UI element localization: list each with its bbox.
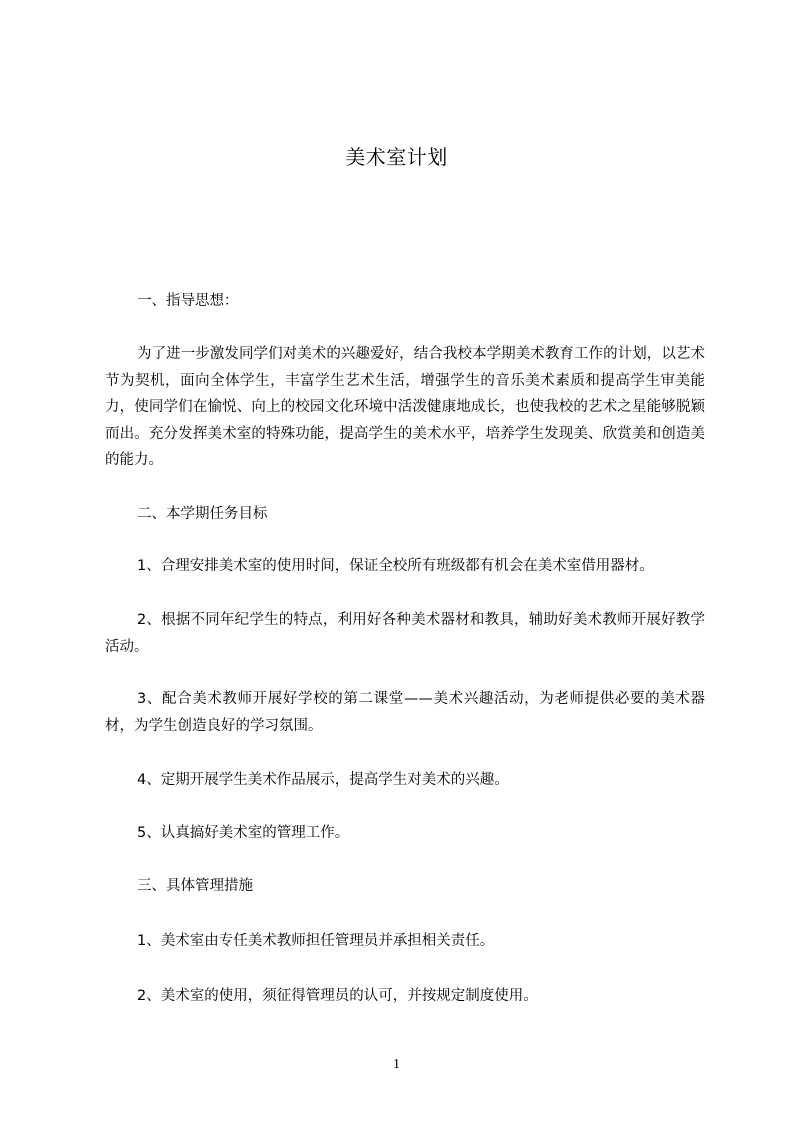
measure-item-1: 1、美术室由专任美术教师担任管理员并承担相关责任。 [137, 933, 495, 949]
page-number: 1 [393, 1057, 400, 1072]
goal-item-2: 2、根据不同年纪学生的特点，利用好各种美术器材和教具，辅助好美术教师开展好教学活动。 [105, 612, 705, 655]
section-heading-goals: 二、本学期任务目标 [137, 506, 268, 522]
section-heading-guiding: 一、指导思想： [137, 293, 239, 309]
goal-item-3: 3、配合美术教师开展好学校的第二课堂——美术兴趣活动，为老师提供必要的美术器材，为学生创造良好的学习氛围。 [105, 691, 705, 734]
goal-item-1: 1、合理安排美术室的使用时间，保证全校所有班级都有机会在美术室借用器材。 [137, 558, 654, 574]
measure-item-2: 2、美术室的使用，须征得管理员的认可，并按规定制度使用。 [137, 988, 538, 1004]
goal-item-4: 4、定期开展学生美术作品展示，提高学生对美术的兴趣。 [137, 772, 509, 788]
guiding-paragraph: 为了进一步激发同学们对美术的兴趣爱好，结合我校本学期美术教育工作的计划，以艺术节为契机，面向全体学生，丰富学生艺术生活，增强学生的音乐美术素质和提高学生审美能力，使同学们在愉悦、向上的校园文化环境中活泼健康地成长，也使我校的艺术之星能够脱颖而出。充分发挥美术室的特殊功能，提高学生的美术水平，培养学生发现美、欣赏美和创造美的能力。 [105, 346, 705, 468]
goal-item-5: 5、认真搞好美术室的管理工作。 [137, 825, 350, 841]
document-title: 美术室计划 [345, 145, 448, 169]
section-heading-measures: 三、具体管理措施 [137, 878, 253, 894]
